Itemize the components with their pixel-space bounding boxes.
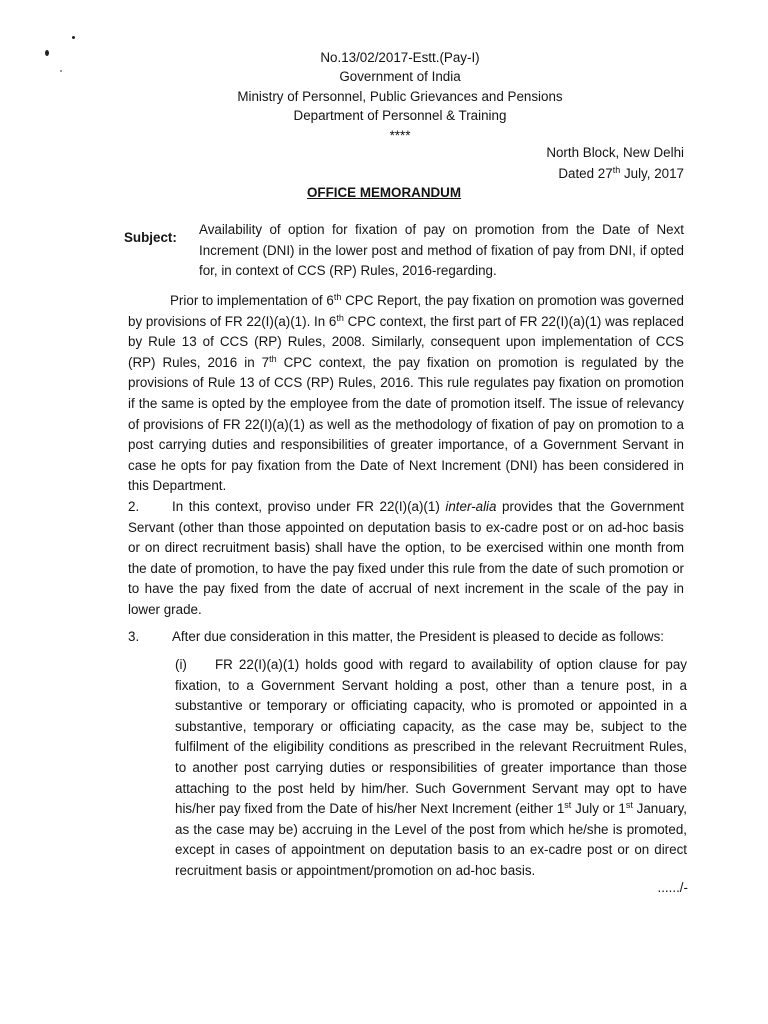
sub-paragraph-i: (i) FR 22(I)(a)(1) holds good with regard to availability of option clause for pay fixation, to a Government Servant holding a post, other than a tenure post, in a substantive or temporary or officiating capacity, who is promoted or appointed in a substantive, temporary or officiating capacity, as the case may be, subject to the fulfilment of the eligibility conditions as prescribed in the relevant Recruitment Rules, to another post carrying duties or responsibilities of greater importance than those attaching to the post held by him/her. Such Government Servant may opt to have his/her pay fixed from the Date of his/her Next Increment (either 1st July or 1st January, as the case may be) accruing in the Level of the post from which he/she is promoted, except in cases of appointment on deputation basis to an ex-cadre post or on direct recruitment basis or appointment/promotion on ad-hoc basis.: [175, 657, 687, 878]
file-number: No.13/02/2017-Estt.(Pay-I): [320, 50, 480, 65]
ministry-name: Ministry of Personnel, Public Grievances and Pensions: [237, 88, 563, 104]
location: North Block, New Delhi: [546, 145, 684, 160]
paragraph-3: 3. After due consideration in this matter, the President is pleased to decide as follows:: [128, 627, 684, 648]
department-name: Department of Personnel & Training: [293, 108, 507, 124]
scan-speck: [45, 50, 49, 56]
subject-block: [124, 220, 684, 282]
paragraph-number: 2.: [128, 499, 140, 514]
date: Dated 27th July, 2017: [558, 165, 684, 181]
paragraph-number: 3.: [128, 629, 140, 644]
government-name: Government of India: [339, 69, 461, 85]
continued-marker: ....../-: [657, 880, 688, 895]
paragraph-1: Prior to implementation of 6th CPC Report, the pay fixation on promotion was governed by provisions of FR 22(I)(a)(1). In 6th CPC context, the first part of FR 22(I)(a)(1) was replaced by Rule 13 of CCS (RP) Rules, 2008. Similarly, consequent upon implementation of CCS (RP) Rules, 2016 in 7th CPC context, the pay fixation on promotion is regulated by the provisions of Rule 13 of CCS (RP) Rules, 2016. This rule regulates pay fixation on promotion if the same is opted by the employee from the date of promotion itself. The issue of relevancy of provisions of FR 22(I)(a)(1) as well as the methodology of fixation of pay on promotion to a post carrying duties and responsibilities of greater importance, of a Government Servant in case he opts for pay fixation from the Date of Next Increment (DNI) has been considered in this Department.: [128, 292, 685, 494]
subject-label: Subject:: [124, 230, 177, 245]
scan-speck: [72, 36, 75, 39]
header-stars: ****: [389, 127, 411, 143]
letterhead: [200, 48, 600, 145]
sub-paragraph-number: (i): [175, 657, 187, 672]
memo-title: OFFICE MEMORANDUM: [307, 185, 461, 200]
subject-text: Availability of option for fixation of pay on promotion from the Date of Next Increment (DNI) in the lower post and method of fixation of pay from DNI, if opted for, in context of CCS (RP) Rules, 2016-regarding.: [199, 222, 684, 279]
place-and-date: [546, 142, 684, 184]
paragraph-2: 2. In this context, proviso under FR 22(I)(a)(1) inter-alia provides that the Government Servant (other than those appointed on deputation basis to ex-cadre post or on ad-hoc basis or on direct recruitment basis) shall have the option, to be exercised within one month from the date of promotion, to have the pay fixed under this rule from the date of such promotion or to have the pay fixed from the date of accrual of next increment in the scale of the pay in lower grade.: [128, 499, 684, 617]
scan-speck: [60, 70, 62, 72]
